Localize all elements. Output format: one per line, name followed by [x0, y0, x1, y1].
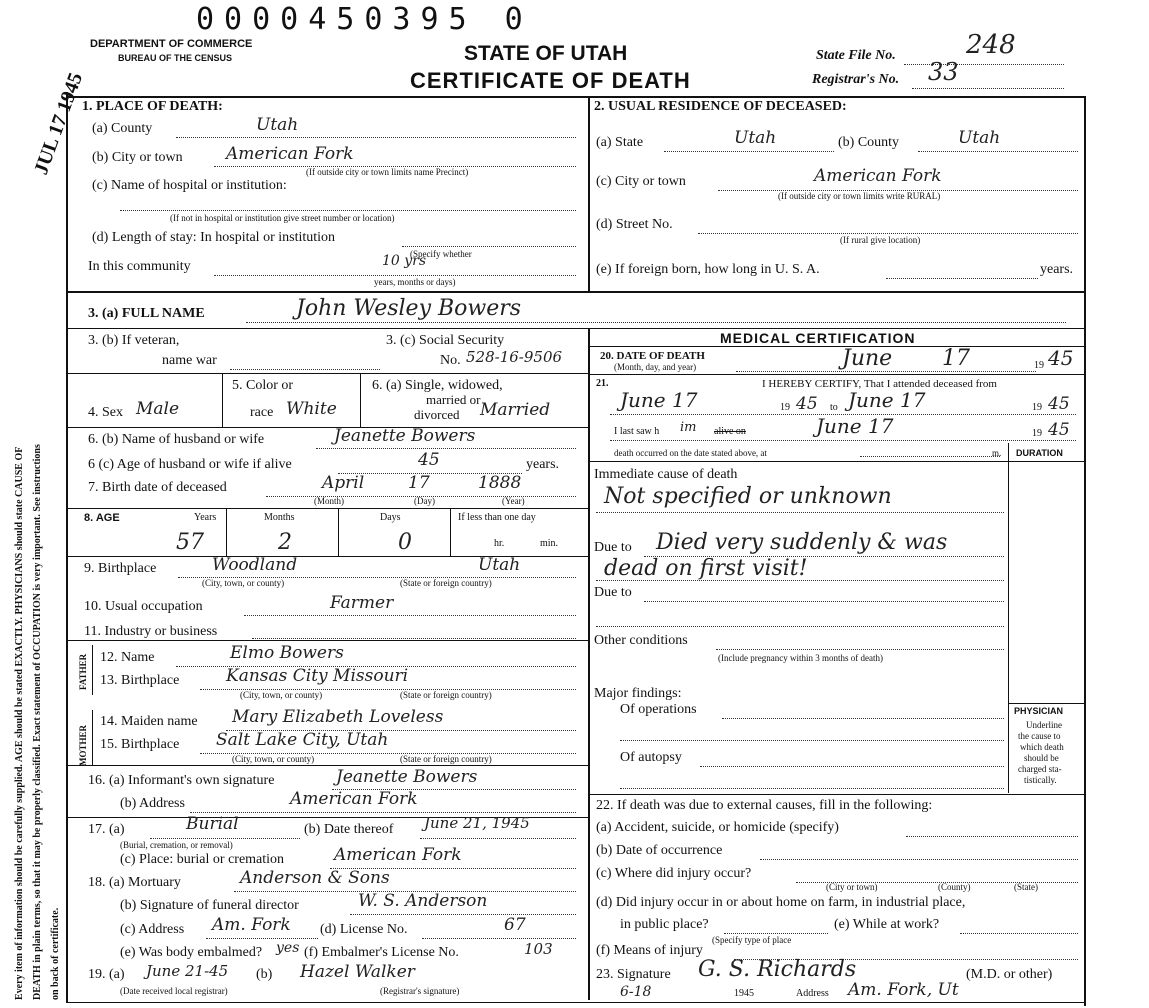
sig-year: 1945	[734, 988, 754, 999]
industry-label: 11. Industry or business	[84, 624, 218, 639]
registrar-sig-note: (Registrar's signature)	[380, 986, 460, 996]
work-label: (e) While at work?	[834, 917, 940, 932]
medical-heading-line	[588, 346, 1084, 347]
received-stamp: JUL 17 1945	[30, 69, 88, 178]
age-row-top	[66, 508, 588, 509]
color-label: 5. Color or	[232, 378, 294, 393]
burial-date-label: (b) Date thereof	[304, 822, 394, 837]
county-dots	[176, 137, 576, 138]
to-label: to	[830, 402, 838, 413]
immediate-label: Immediate cause of death	[594, 467, 738, 482]
age-less-header: If less than one day	[458, 512, 536, 523]
age-min-label: min.	[540, 538, 559, 549]
stay-label: (d) Length of stay: In hospital or institution	[92, 230, 336, 245]
res-foreign-suffix: years.	[1040, 262, 1074, 277]
age-col-1	[226, 508, 227, 556]
stay-dots	[402, 246, 576, 247]
registrar-sig-label: (b)	[256, 967, 273, 982]
embalmed-value: yes	[276, 940, 300, 956]
physician-note-1: Underline	[1026, 720, 1062, 730]
ss-value: 528-16-9506	[466, 348, 563, 366]
physician-note-3: which death	[1020, 742, 1064, 752]
director-label: (b) Signature of funeral director	[120, 898, 299, 913]
occurred-dots	[860, 456, 1000, 457]
informant-value: Jeanette Bowers	[336, 767, 478, 787]
public-label: in public place?	[620, 917, 709, 932]
sex-value: Male	[136, 399, 180, 419]
duration-label: DURATION	[1016, 448, 1063, 458]
age-years-value: 57	[176, 530, 204, 555]
age-months-value: 2	[278, 530, 292, 555]
public-dots	[724, 933, 828, 934]
full-name-value: John Wesley Bowers	[296, 296, 522, 321]
father-side-label: FATHER	[78, 653, 88, 690]
death-year: 45	[1048, 346, 1074, 370]
mother-side-label: MOTHER	[78, 724, 88, 766]
sig-date: 6-18	[620, 984, 652, 1000]
received-value: June 21-45	[146, 962, 229, 980]
physician-note-6: tistically.	[1024, 775, 1057, 785]
res-street-dots	[698, 233, 1078, 234]
medical-heading: MEDICAL CERTIFICATION	[720, 330, 916, 346]
last-year: 45	[1048, 420, 1070, 440]
physician-note-2: the cause to	[1018, 731, 1061, 741]
father-birth-label: 13. Birthplace	[100, 673, 180, 688]
marital-label-3: divorced	[414, 407, 460, 422]
work-dots	[960, 933, 1078, 934]
burial-label: 17. (a)	[88, 822, 125, 837]
margin-instructions-1: Every item of information should be carefully supplied. AGE should be stated EXACTLY. PHYSICIANS should state CAUSE OF	[14, 446, 25, 1000]
city-note: (If outside city or town limits name Precinct)	[306, 167, 469, 177]
mother-birth-label: 15. Birthplace	[100, 737, 180, 752]
community-note: years, months or days)	[374, 277, 456, 287]
veteran-sub: name war	[162, 353, 217, 368]
birth-day: 17	[408, 473, 430, 493]
occurrence-label: (b) Date of occurrence	[596, 843, 723, 858]
veteran-row-bottom	[66, 373, 588, 374]
due-to-dots-2	[596, 580, 1004, 581]
burial-date-value: June 21, 1945	[424, 814, 530, 832]
county-value: Utah	[256, 115, 299, 135]
community-dots	[214, 275, 576, 276]
state-file-label: State File No.	[816, 48, 896, 63]
community-label: In this community	[88, 259, 191, 274]
burial-place-label: (c) Place: burial or cremation	[120, 852, 285, 867]
attended-to: June 17	[848, 388, 926, 412]
res-foreign-dots	[886, 278, 1038, 279]
registrar-label: Registrar's No.	[812, 72, 900, 87]
physician-note-5: charged sta-	[1018, 764, 1062, 774]
age-days-header: Days	[380, 512, 401, 523]
marital-label: 6. (a) Single, widowed,	[372, 378, 503, 393]
veteran-dots	[230, 369, 380, 370]
death-date-label: 20. DATE OF DEATH	[600, 350, 705, 362]
full-name-dots	[246, 322, 1066, 323]
director-dots	[350, 914, 576, 915]
place-heading: 1. PLACE OF DEATH:	[82, 99, 223, 114]
industry-dots	[252, 638, 576, 639]
immediate-dots	[596, 512, 1004, 513]
marital-value: Married	[480, 400, 551, 420]
name-row-bottom	[66, 328, 1086, 329]
community-value: 10 yrs	[382, 253, 427, 269]
bureau-label: BUREAU OF THE CENSUS	[118, 53, 233, 63]
res-foreign-label: (e) If foreign born, how long in U. S. A.	[596, 262, 820, 277]
accident-label: (a) Accident, suicide, or homicide (specify)	[596, 820, 839, 835]
physician-label: PHYSICIAN	[1014, 706, 1064, 716]
city-value: American Fork	[226, 144, 354, 164]
license-label: (d) License No.	[320, 922, 408, 937]
due-to-value-2: dead on first visit!	[604, 556, 808, 581]
color-col-left	[222, 373, 223, 427]
to-year: 45	[1048, 394, 1070, 414]
birthplace-state: Utah	[478, 555, 521, 575]
res-city-note: (If outside city or town limits write RURAL)	[778, 191, 941, 201]
right-frame-line	[1084, 96, 1086, 1006]
physician-top	[1008, 703, 1084, 704]
res-street-label: (d) Street No.	[596, 217, 673, 232]
full-name-label: 3. (a) FULL NAME	[88, 306, 205, 321]
immediate-value: Not specified or unknown	[604, 484, 892, 509]
father-state-note: (State or foreign country)	[400, 690, 492, 700]
top-frame-line	[66, 96, 1086, 98]
county-label: (a) County	[92, 121, 153, 136]
occupation-dots	[244, 615, 576, 616]
mother-city-note: (City, town, or county)	[232, 754, 315, 764]
birth-month-note: (Month)	[314, 496, 344, 506]
birth-day-note: (Day)	[414, 496, 435, 506]
sig-address-label: Address	[796, 988, 829, 999]
attended-from: June 17	[620, 388, 698, 412]
margin-instructions-3: on back of certificate.	[50, 907, 61, 1000]
registrar-sig-value: Hazel Walker	[300, 962, 415, 982]
certify-number: 21.	[596, 378, 609, 389]
to-year-prefix: 19	[1032, 402, 1042, 413]
where-note-2: (County)	[938, 882, 971, 892]
mother-birth-value: Salt Lake City, Utah	[216, 730, 389, 750]
birthplace-state-note: (State or foreign country)	[400, 578, 492, 588]
birth-date-label: 7. Birth date of deceased	[88, 480, 227, 495]
dir-address-value: Am. Fork	[212, 915, 291, 935]
embalmer-value: 103	[524, 940, 553, 958]
informant-label: 16. (a) Informant's own signature	[88, 773, 275, 788]
birth-year-note: (Year)	[502, 496, 525, 506]
medical-bottom	[588, 794, 1084, 795]
age-hr-label: hr.	[494, 538, 505, 549]
veteran-label: 3. (b) If veteran,	[88, 333, 180, 348]
ss-label: 3. (c) Social Security	[386, 333, 505, 348]
operations-label: Of operations	[620, 702, 697, 717]
hospital-dots	[120, 210, 576, 211]
age-col-3	[450, 508, 451, 556]
other-dots	[716, 649, 1004, 650]
from-year-prefix: 19	[780, 402, 790, 413]
due-to-2-dots-b	[596, 626, 1004, 627]
physician-note-4: should be	[1024, 753, 1059, 763]
autopsy-label: Of autopsy	[620, 750, 682, 765]
spouse-age-suffix: years.	[526, 457, 560, 472]
department-label: DEPARTMENT OF COMMERCE	[90, 38, 253, 50]
last-saw-dots	[610, 440, 1076, 441]
sig-address-value: Am. Fork, Ut	[848, 980, 959, 1000]
spouse-dots	[316, 448, 576, 449]
due-to-2-label: Due to	[594, 585, 632, 600]
alive-on-label: alive on	[714, 426, 746, 437]
marital-label-2: married or	[426, 392, 481, 407]
duration-col	[1008, 443, 1009, 793]
state-file-value: 248	[966, 30, 1016, 60]
birthplace-city-note: (City, town, or county)	[202, 578, 285, 588]
spouse-label: 6. (b) Name of husband or wife	[88, 432, 265, 447]
death-year-prefix: 19	[1034, 360, 1044, 371]
registrar-dots	[912, 88, 1064, 89]
race-label: race	[250, 405, 274, 420]
occurred-line	[588, 461, 1084, 462]
burial-dots	[150, 838, 300, 839]
center-divider-lower	[588, 328, 590, 1000]
spouse-value: Jeanette Bowers	[334, 426, 476, 446]
father-city-note: (City, town, or county)	[240, 690, 323, 700]
death-day: 17	[942, 346, 970, 371]
age-col-2	[338, 508, 339, 556]
hospital-label: (c) Name of hospital or institution:	[92, 178, 287, 193]
occupation-value: Farmer	[330, 593, 394, 613]
occurrence-dots	[760, 859, 1078, 860]
embalmer-label: (f) Embalmer's License No.	[304, 945, 459, 960]
state-title: STATE OF UTAH	[464, 42, 628, 65]
birthplace-label: 9. Birthplace	[84, 561, 157, 576]
res-county-label: (b) County	[838, 135, 900, 150]
last-saw-date: June 17	[816, 414, 894, 438]
birthplace-city: Woodland	[212, 555, 298, 575]
last-saw-label: I last saw h	[614, 426, 660, 437]
age-days-value: 0	[398, 530, 412, 555]
md-label: (M.D. or other)	[966, 967, 1053, 982]
father-name-value: Elmo Bowers	[230, 643, 344, 663]
license-dots	[422, 938, 576, 939]
occurred-text: death occurred on the date stated above, at	[614, 448, 767, 458]
last-saw-value: im	[680, 420, 697, 435]
industry-row-bottom	[66, 640, 588, 641]
spouse-age-value: 45	[418, 450, 440, 470]
res-county-dots	[918, 151, 1078, 152]
external-heading: 22. If death was due to external causes, fill in the following:	[596, 798, 933, 813]
major-label: Major findings:	[594, 686, 682, 701]
birth-month: April	[322, 473, 365, 493]
signature-value: G. S. Richards	[698, 957, 857, 982]
occurred-m: m.	[992, 448, 1002, 458]
license-value: 67	[504, 915, 526, 935]
mother-name-label: 14. Maiden name	[100, 714, 198, 729]
director-value: W. S. Anderson	[358, 891, 488, 911]
operations-dots	[722, 718, 1004, 719]
birth-year: 1888	[478, 473, 522, 493]
burial-note: (Burial, cremation, or removal)	[120, 840, 233, 850]
father-birth-value: Kansas City Missouri	[226, 666, 409, 686]
received-label: 19. (a)	[88, 967, 125, 982]
received-note: (Date received local registrar)	[120, 986, 228, 996]
upper-bottom-line	[66, 291, 1086, 293]
certificate-title: CERTIFICATE OF DEATH	[410, 68, 691, 93]
sig-line-bottom	[66, 1002, 1086, 1003]
left-frame-line	[66, 92, 68, 1002]
where-label: (c) Where did injury occur?	[596, 866, 752, 881]
home-label: (d) Did injury occur in or about home on farm, in industrial place,	[596, 895, 966, 910]
dir-address-dots	[206, 938, 318, 939]
accident-dots	[906, 836, 1078, 837]
mother-name-value: Mary Elizabeth Loveless	[232, 707, 444, 727]
burial-date-dots	[420, 838, 576, 839]
due-to-2-dots	[644, 601, 1004, 602]
center-divider-upper	[588, 96, 590, 292]
registrar-value: 33	[928, 58, 959, 86]
mother-bracket	[92, 710, 93, 766]
operations-dots-b	[620, 740, 1004, 741]
burial-value: Burial	[186, 814, 239, 834]
other-note: (Include pregnancy within 3 months of death)	[718, 653, 883, 663]
mortuary-label: 18. (a) Mortuary	[88, 875, 181, 890]
age-months-header: Months	[264, 512, 295, 523]
signature-label: 23. Signature	[596, 967, 671, 982]
res-state-label: (a) State	[596, 135, 644, 150]
city-label: (b) City or town	[92, 150, 183, 165]
race-value: White	[286, 399, 337, 419]
res-state-value: Utah	[734, 128, 777, 148]
serial-number: 0000450395 0	[196, 2, 533, 37]
ss-no-label: No.	[440, 353, 461, 368]
means-note: (Specify type of place	[712, 935, 792, 945]
autopsy-dots	[700, 766, 1004, 767]
spouse-age-label: 6 (c) Age of husband or wife if alive	[88, 457, 292, 472]
where-note-3: (State)	[1014, 882, 1038, 892]
mortuary-value: Anderson & Sons	[240, 868, 390, 888]
burial-place-value: American Fork	[334, 845, 462, 865]
autopsy-dots-b	[620, 788, 1004, 789]
age-label: 8. AGE	[84, 512, 120, 524]
father-bracket	[92, 645, 93, 695]
parents-bottom	[66, 765, 588, 766]
sex-row-bottom	[66, 427, 588, 428]
other-label: Other conditions	[594, 633, 688, 648]
informant-address-label: (b) Address	[120, 796, 185, 811]
hospital-note: (If not in hospital or institution give street number or location)	[170, 213, 395, 223]
where-note-1: (City or town)	[826, 882, 878, 892]
due-to-value: Died very suddenly & was	[656, 530, 948, 555]
res-state-dots	[664, 151, 834, 152]
means-label: (f) Means of injury	[596, 943, 703, 958]
res-city-label: (c) City or town	[596, 174, 686, 189]
age-years-header: Years	[194, 512, 217, 523]
dir-address-label: (c) Address	[120, 922, 185, 937]
from-year: 45	[796, 394, 818, 414]
father-name-label: 12. Name	[100, 650, 155, 665]
mother-state-note: (State or foreign country)	[400, 754, 492, 764]
embalmed-label: (e) Was body embalmed?	[120, 945, 263, 960]
margin-instructions-2: DEATH in plain terms, so that it may be properly classified. Exact statement of OCCUPATION is very important. See instructions	[32, 444, 43, 1000]
death-date-line	[588, 374, 1084, 375]
certify-text: I HEREBY CERTIFY, That I attended deceased from	[762, 378, 997, 390]
sex-label: 4. Sex	[88, 405, 123, 420]
occupation-label: 10. Usual occupation	[84, 599, 203, 614]
color-col-right	[360, 373, 361, 427]
res-county-value: Utah	[958, 128, 1001, 148]
res-city-value: American Fork	[814, 166, 942, 186]
residence-heading: 2. USUAL RESIDENCE OF DECEASED:	[594, 99, 847, 114]
last-year-prefix: 19	[1032, 428, 1042, 439]
due-to-label: Due to	[594, 540, 632, 555]
death-date-dots	[736, 371, 1036, 372]
death-date-note: (Month, day, and year)	[614, 362, 697, 372]
res-street-note: (If rural give location)	[840, 235, 921, 245]
death-month: June	[842, 346, 893, 371]
informant-address-value: American Fork	[290, 789, 418, 809]
informant-address-dots	[190, 812, 576, 813]
stay-note: (Specify whether	[410, 249, 472, 259]
